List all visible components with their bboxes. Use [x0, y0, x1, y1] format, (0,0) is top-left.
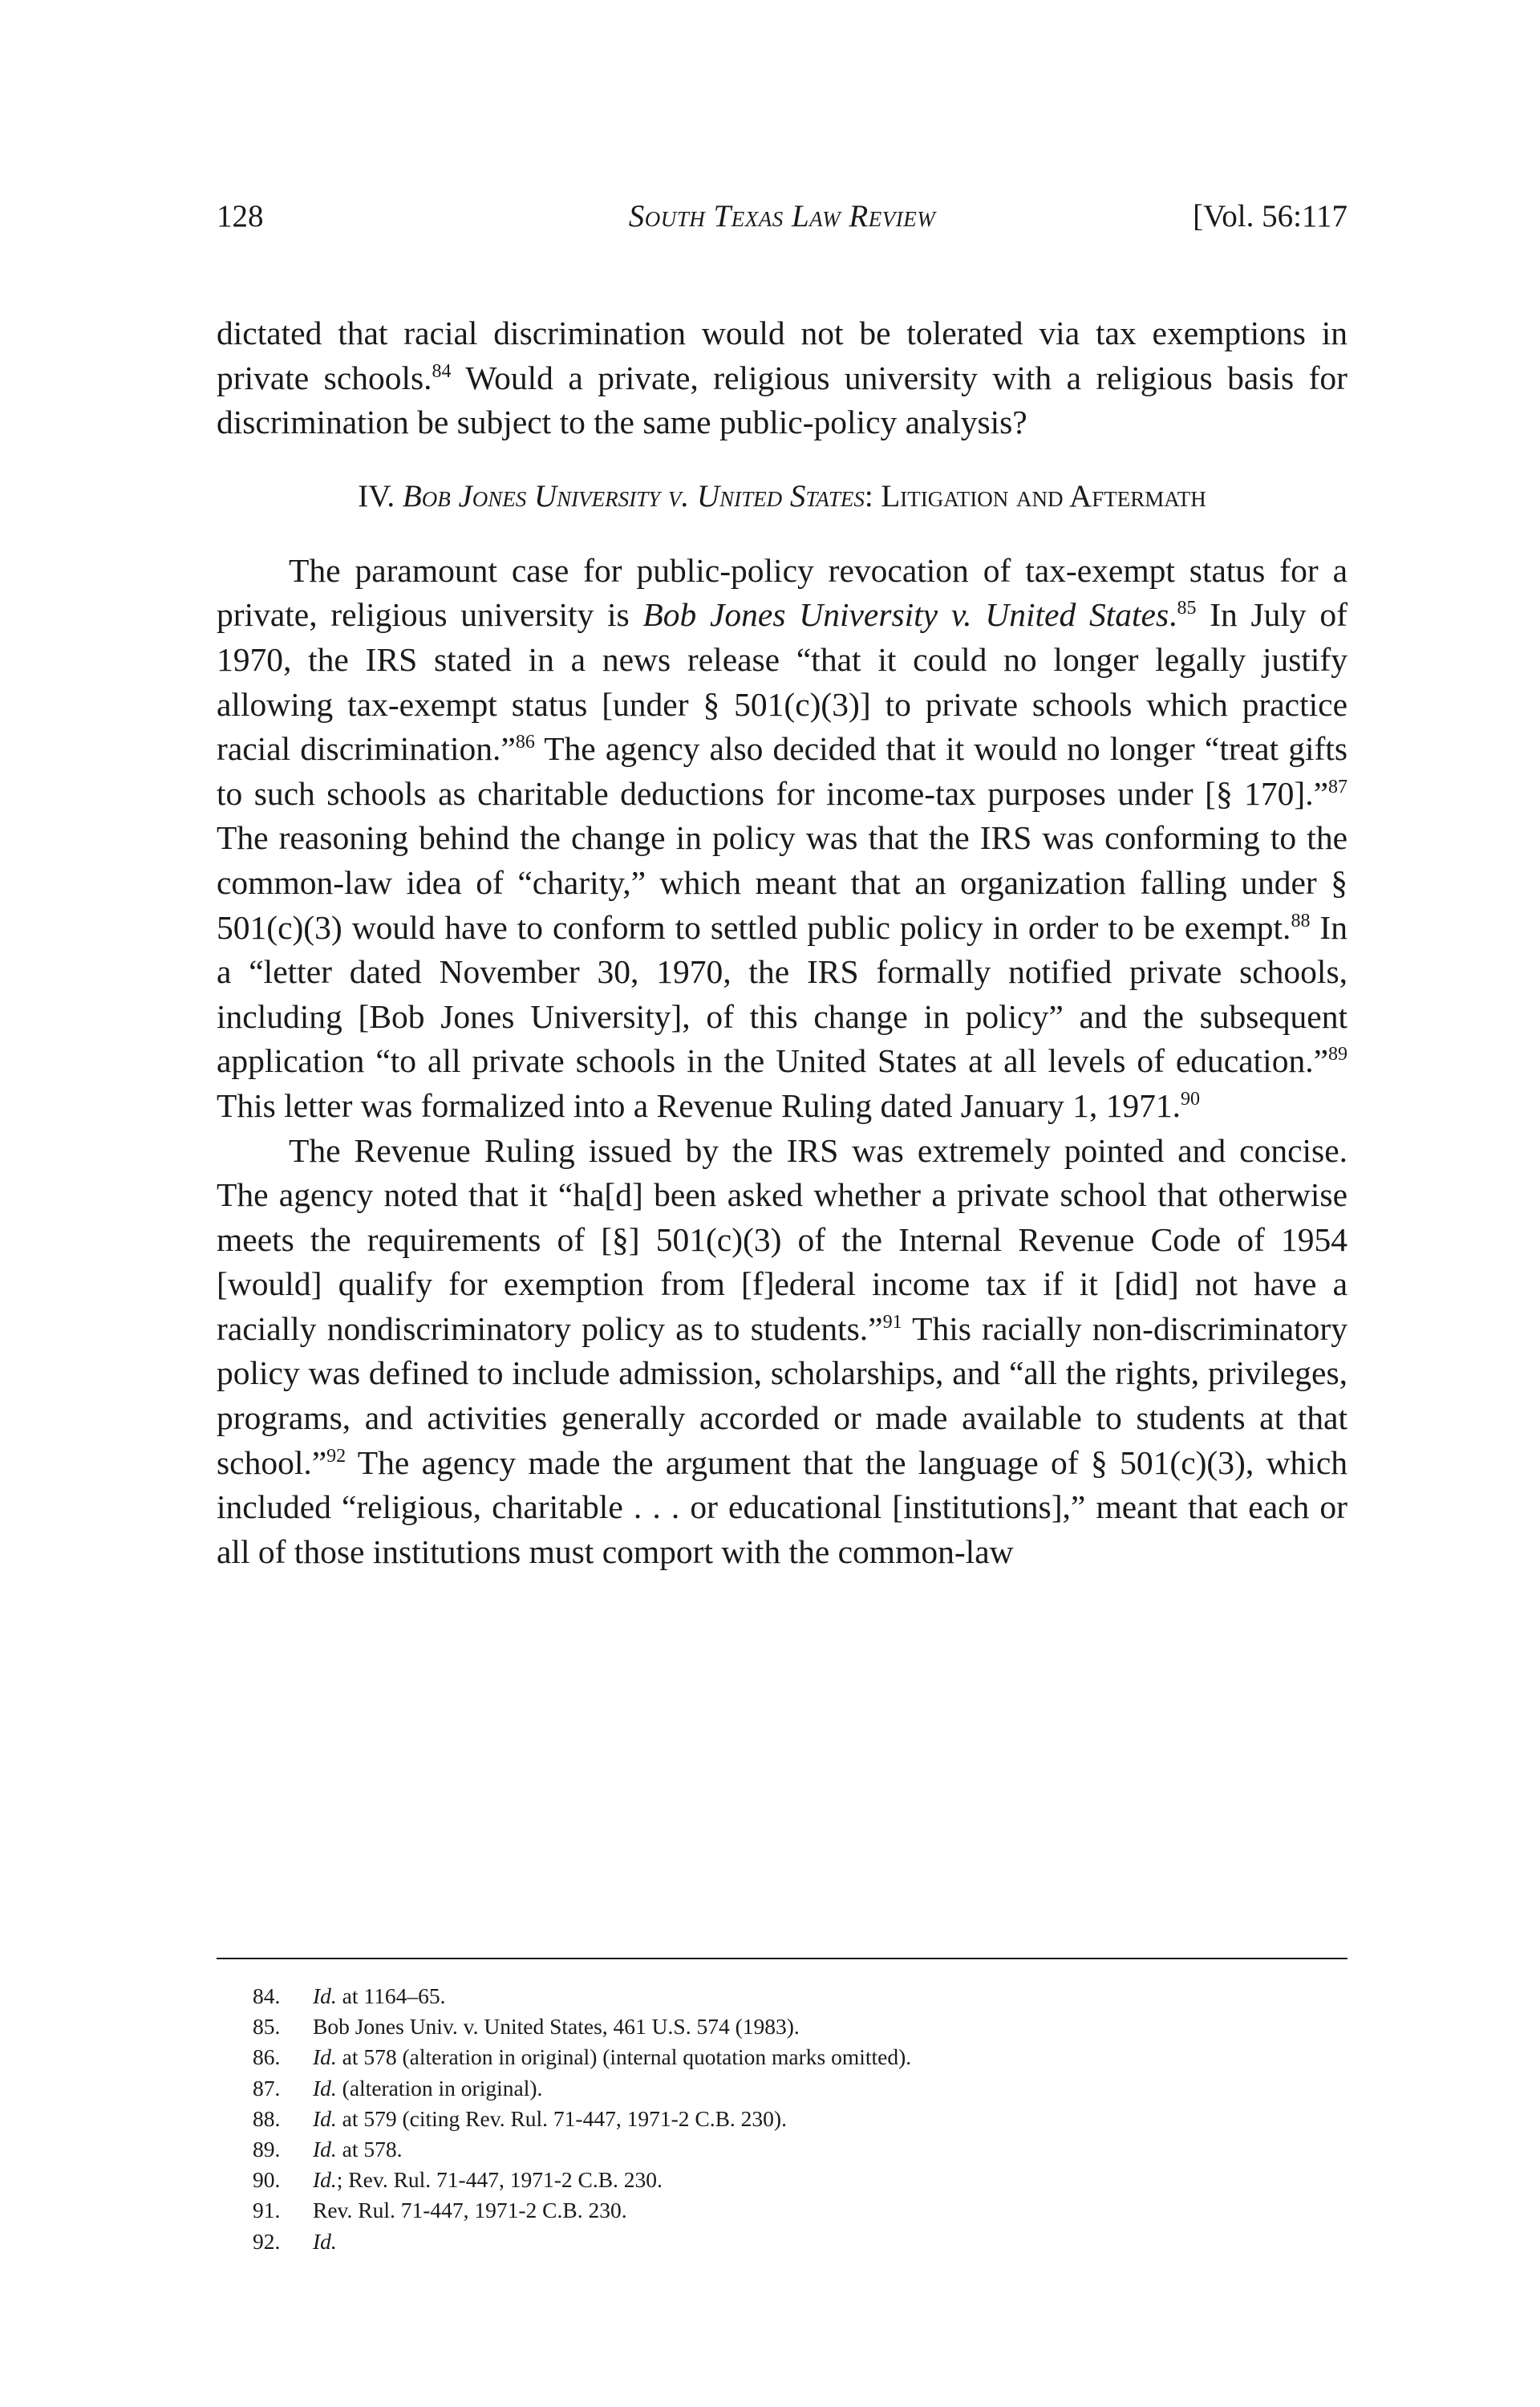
text-run: The Revenue Ruling issued by the IRS was extremely pointed and concise. The agency noted that it “ha[d] been asked whether a private school that otherwise meets the requirements of [§] 501(c)(3) of the Internal Revenue Code of 1954 [would] qualify for exemption from [f]ederal income tax if it [did] not have a racially nondiscriminatory policy as to students.”: [217, 1131, 1348, 1347]
footnote: [253, 2073, 1348, 2104]
paragraph-continued: [217, 311, 1348, 445]
text-run: In July of 1970, the IRS stated in a news release “that it could no longer legally justify allowing tax-exempt status [under § 501(c)(3)] to private schools which practice racial discrimination.”: [217, 596, 1348, 768]
running-header: [217, 193, 1348, 241]
footnote-signal: Id.: [313, 2075, 337, 2101]
footnote-text: [313, 2042, 911, 2072]
footnote: [253, 2226, 1348, 2257]
footnote: [253, 2104, 1348, 2134]
text-run: Would a private, religious university with a religious basis for discrimination be subject to the same public-policy analysis?: [217, 359, 1348, 441]
footnote-signal: Id.: [313, 2105, 337, 2131]
footnote: [253, 2042, 1348, 2072]
footnote-ref-91: 91: [882, 1312, 902, 1333]
footnotes: [253, 1981, 1348, 2257]
text-run: The reasoning behind the change in policy was that the IRS was conforming to the common-law idea of “charity,” which meant that an organization falling under § 501(c)(3) would have to conform to settled public policy in order to be exempt.: [217, 819, 1348, 946]
footnote-signal: Id.: [313, 2136, 337, 2161]
footnote-ref-92: 92: [326, 1445, 346, 1467]
footnote-ref-84: 84: [432, 360, 452, 382]
footnote-number: 84.: [253, 1983, 281, 2008]
footnote-signal: Id.: [313, 1983, 337, 2008]
page-number: 128: [217, 199, 264, 233]
footnote-ref-90: 90: [1181, 1089, 1201, 1110]
main-text: [217, 311, 1348, 1574]
footnote-ref-87: 87: [1328, 776, 1348, 798]
footnote-body: at 579 (citing Rev. Rul. 71-447, 1971-2 C.B. 230).: [336, 2105, 787, 2131]
footnote: [253, 2011, 1348, 2042]
footnote-number: 92.: [253, 2228, 281, 2254]
footnote-text: [313, 2104, 787, 2134]
volume-citation: [Vol. 56:117: [1193, 199, 1348, 233]
footnote-signal: Id.: [313, 2044, 337, 2070]
footnote-text: [313, 2165, 663, 2195]
footnote-text: [313, 2073, 542, 2104]
footnote-number: 91.: [253, 2198, 281, 2223]
text-run: dictated that racial discrimination would not be tolerated via tax exemptions in private schools.: [217, 315, 1348, 396]
paragraph: [217, 1129, 1348, 1575]
footnote-body: ; Rev. Rul. 71-447, 1971-2 C.B. 230.: [336, 2167, 663, 2193]
section-heading: [217, 474, 1348, 518]
text-run: The agency also decided that it would no longer “treat gifts to such schools as charitable deductions for income-tax purposes under [§ 170].”: [217, 730, 1348, 812]
footnote: [253, 2134, 1348, 2165]
footnote-ref-86: 86: [515, 732, 535, 753]
section-numeral: IV.: [358, 478, 403, 513]
footnote-text: [313, 2195, 627, 2226]
footnote-divider: [217, 1958, 545, 1959]
footnote-number: 86.: [253, 2044, 281, 2070]
journal-title: South Texas Law Review: [628, 199, 936, 233]
footnote: [253, 2195, 1348, 2226]
footnote-signal: Id.: [313, 2228, 337, 2254]
footnote-body: (alteration in original).: [336, 2075, 543, 2101]
footnote-number: 87.: [253, 2075, 281, 2101]
footnote-ref-88: 88: [1291, 910, 1311, 932]
footnote-number: 85.: [253, 2014, 281, 2040]
footnote-text: [313, 2011, 800, 2042]
section-heading-rest: : Litigation and Aftermath: [864, 478, 1206, 513]
text-run: In a “letter dated November 30, 1970, the IRS formally notified private schools, including [Bob Jones University], of this change in policy” and the subsequent application “to all private schools in the United States at all levels of education.”: [217, 908, 1348, 1080]
footnote-body: at 1164–65.: [336, 1983, 446, 2008]
paragraph: [217, 549, 1348, 1129]
footnote-number: 88.: [253, 2105, 281, 2131]
footnote-body: at 578 (alteration in original) (internal quotation marks omitted).: [336, 2044, 912, 2070]
footnote-text: [313, 1981, 446, 2011]
footnote-divider-extension: [545, 1958, 1348, 1959]
section-case-name: Bob Jones University v. United States: [402, 478, 865, 513]
footnote: [253, 2165, 1348, 2195]
footnote-text: [313, 2134, 403, 2165]
footnote-number: 89.: [253, 2136, 281, 2161]
footnote-ref-85: 85: [1177, 598, 1197, 619]
case-name: Bob Jones University v. United States: [642, 596, 1169, 634]
footnote-text: [313, 2226, 337, 2257]
text-run: The paramount case for public-policy revocation of tax-exempt status for a private, religious university is: [217, 551, 1348, 634]
text-run: This letter was formalized into a Revenue Ruling dated January 1, 1971.: [217, 1086, 1181, 1124]
text-run: This racially non-discriminatory policy was defined to include admission, scholarships, and “all the rights, privileges, programs, and activities generally accorded or made available to students at that school.”: [217, 1309, 1348, 1481]
footnote-body: Rev. Rul. 71-447, 1971-2 C.B. 230.: [313, 2198, 627, 2223]
text-run: The agency made the argument that the language of § 501(c)(3), which included “religious, charitable . . . or educational [institutions],” meant that each or all of those institutions must comport with the common-law: [217, 1443, 1348, 1570]
footnote-ref-89: 89: [1328, 1044, 1348, 1065]
footnote-signal: Id.: [313, 2167, 337, 2193]
footnote-number: 90.: [253, 2167, 281, 2193]
footnote: [253, 1981, 1348, 2011]
footnote-body: Bob Jones Univ. v. United States, 461 U.S. 574 (1983).: [313, 2014, 800, 2040]
text-run: .: [1169, 596, 1177, 634]
footnote-body: at 578.: [336, 2136, 403, 2161]
